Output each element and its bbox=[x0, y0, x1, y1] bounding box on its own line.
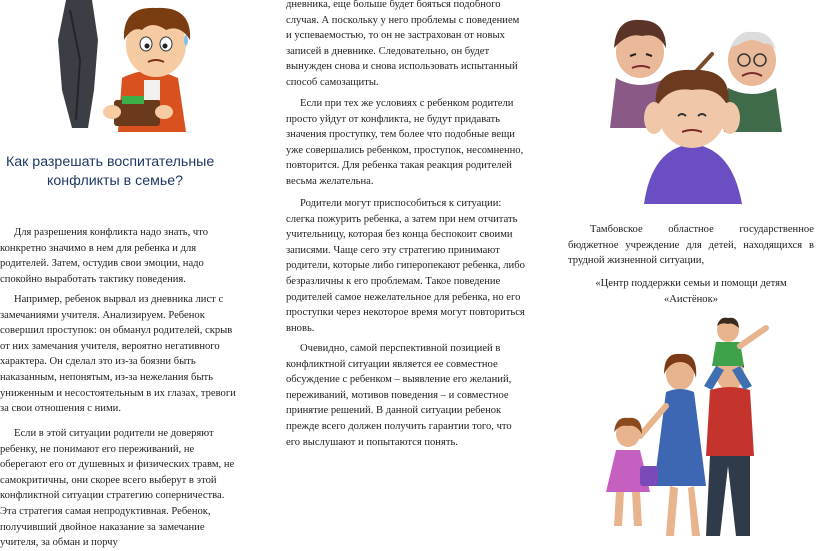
title-line-2: конфликты в семье? bbox=[47, 173, 184, 189]
right-column bbox=[556, 0, 816, 544]
center-name-line-2: «Аистёнок» bbox=[663, 293, 719, 305]
center-name-line-1: «Центр поддержки семьи и помощи детям bbox=[595, 278, 787, 289]
left-paragraph-2: Например, ребенок вырвал из дневника лист с замечаниями учителя. Анализируем. Ребенок совершил проступок: он обманул родителей, скрыв от них замечания учителя, вероятно негативного характера. Он сделал это из-за боязни быть наказанным, непонятым, из-за нежелания быть униженным и несостоятельным в их глазах, тревоги за свои отношения с ними. bbox=[0, 294, 236, 415]
scolded-child-illustration bbox=[592, 8, 792, 204]
middle-paragraph-3: Родители могут приспособиться к ситуации: слегка пожурить ребенка, а затем при нем отчитать учительницу, которая без конца беспокоит своими записями. Чаще сего эту стратегию принимают родители, которые либо гиперопекают ребенка, либо безразличны к его проблемам. Такое поведение родителей самое нежелательное для ребенка, но его проступки через некоторое время могут повториться вновь. bbox=[286, 198, 525, 334]
boy-with-wallet-illustration bbox=[52, 0, 222, 132]
organization-name: Тамбовское областное государственное бюджетное учреждение для детей, находящихся в трудной жизненной ситуации, bbox=[568, 224, 814, 267]
middle-paragraph-1: дневника, еще больше будет бояться подобного случая. А поскольку у него проблемы с поведением и успеваемостью, то он не застрахован от новых записей в дневнике. Следовательно, он будет вынужден снова и снова использовать испытанный способ самозащиты. bbox=[286, 0, 520, 88]
center-name bbox=[568, 276, 814, 307]
title-line-1: Как разрешать воспитательные bbox=[6, 154, 215, 170]
page-title bbox=[6, 153, 238, 191]
family-walking-illustration bbox=[570, 316, 784, 542]
middle-paragraph-2: Если при тех же условиях с ребенком родители просто уйдут от конфликта, не будут придавать значения проступку, тем более что подобные вещи уже совершались ребенком, проступок, несомненно, повторится. Для ребенка такая реакция родителей весьма желательна. bbox=[286, 98, 524, 187]
middle-paragraph-4: Очевидно, самой перспективной позицией в конфликтной ситуации является ее совместное обсуждение с ребенком – выявление его желаний, переживаний, мотивов поведения – и совместное принятие решений. В данной ситуации ребенок прежде всего должен получить гарантии того, что его выслушают и попытаются понять. bbox=[286, 343, 512, 448]
left-paragraph-3: Если в этой ситуации родители не доверяют ребенку, не понимают его переживаний, не оберегают его от душевных и физических травм, не самокритичны, они скорее всего выберут в этой конфликтной ситуации стратегию соперничества. Эта стратегия самая непродуктивная. Ребенок, получивший двойное наказание за замечание учителя, за обман и порчу bbox=[0, 428, 235, 549]
left-paragraph-1: Для разрешения конфликта надо знать, что конкретно значимо в нем для ребенка и для родителей. Затем, остудив свои эмоции, надо спокойно выработать тактику поведения. bbox=[0, 227, 209, 285]
left-column bbox=[0, 0, 250, 549]
middle-column bbox=[268, 0, 530, 544]
